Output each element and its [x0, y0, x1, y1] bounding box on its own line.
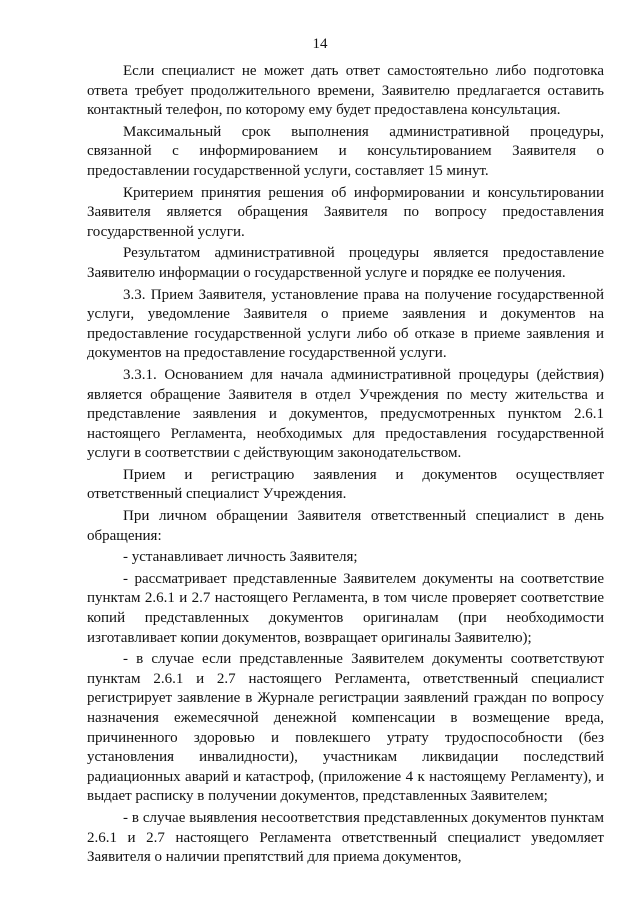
- list-item: - в случае выявления несоответствия представленных документов пунктам 2.6.1 и 2.7 настоящего Регламента ответственный специалист уведомляет Заявителя о наличии препятствий для приема документов,: [87, 809, 604, 866]
- page-number: 14: [312, 36, 328, 52]
- list-item: - устанавливает личность Заявителя;: [123, 549, 358, 566]
- paragraph: Результатом административной процедуры является предоставление Заявителю информации о государственной услуге и порядке ее получения.: [87, 245, 604, 281]
- paragraph: Если специалист не может дать ответ самостоятельно либо подготовка ответа требует продолжительного времени, Заявителю предлагается оставить контактный телефон, по которому ему будет предоставлена консультация.: [87, 63, 604, 119]
- paragraph: Максимальный срок выполнения административной процедуры, связанной с информированием и консультированием Заявителя о предоставлении государственной услуги, составляет 15 минут.: [87, 123, 604, 179]
- list-item: - рассматривает представленные Заявителем документы на соответствие пунктам 2.6.1 и 2.7 настоящего Регламента, в том числе проверяет соответствие копий представленных документов оригиналам (при необходимости изготавливает копии документов, возвращает оригиналы Заявителю);: [87, 570, 604, 646]
- section-heading-3-3: 3.3. Прием Заявителя, установление права на получение государственной услуги, уведомление Заявителя о приеме заявления и документов на предоставление государственной услуги либо об отказе в приеме заявления и документов на предоставление государственной услуги.: [87, 286, 604, 362]
- paragraph: При личном обращении Заявителя ответственный специалист в день обращения:: [87, 508, 604, 544]
- document-body: [87, 62, 604, 870]
- paragraph: Прием и регистрацию заявления и документов осуществляет ответственный специалист Учреждения.: [87, 466, 604, 503]
- list-item: - в случае если представленные Заявителем документы соответствуют пунктам 2.6.1 и 2.7 настоящего Регламента, ответственный специалист регистрирует заявление в Журнале регистрации заявлений граждан по вопросу назначения ежемесячной денежной компенсации в возмещение вреда, причиненного здоровью и повлекшего утрату трудоспособности (без установления инвалидности), участникам ликвидации последствий радиационных аварий и катастроф, (приложение 4 к настоящему Регламенту), и выдает расписку в получении документов, представленных Заявителем;: [87, 651, 604, 805]
- paragraph: 3.3.1. Основанием для начала административной процедуры (действия) является обращение Заявителя в отдел Учреждения по месту жительства и представление заявления и документов, предусмотренных пунктом 2.6.1 настоящего Регламента, необходимых для предоставления государственной услуги в соответствии с действующим законодательством.: [87, 366, 604, 462]
- paragraph: Критерием принятия решения об информировании и консультировании Заявителя является обращения Заявителя по вопросу предоставления государственной услуги.: [87, 184, 604, 240]
